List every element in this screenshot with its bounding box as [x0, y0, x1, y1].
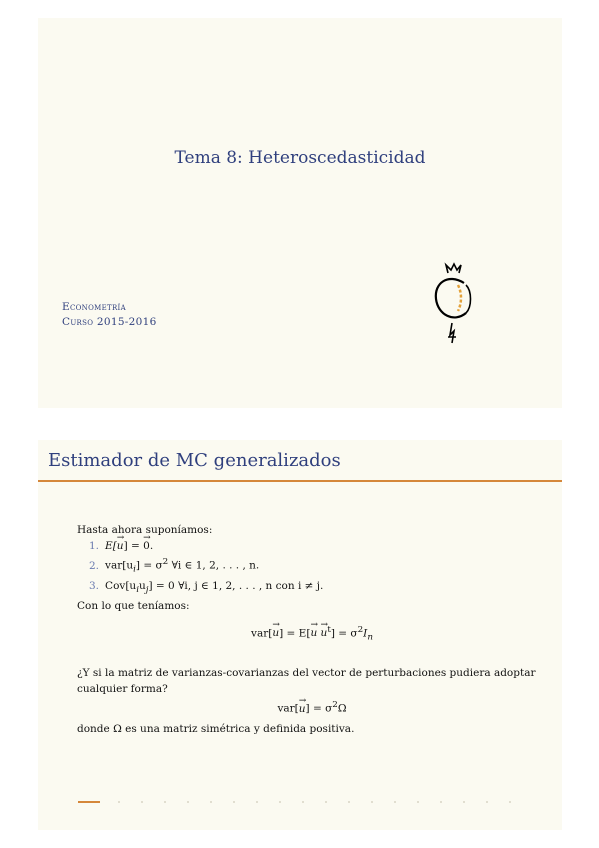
nav-dot[interactable]: [509, 801, 511, 803]
title-rule: [38, 480, 562, 482]
frame-title: Estimador de MC generalizados: [48, 450, 341, 471]
list-item: 3. $Cov[u_iu_j] = 0$ ∀i, j ∈ 1, 2, . . . , n con i ≠ j.: [89, 579, 324, 595]
nav-dot[interactable]: [256, 801, 258, 803]
nav-dot[interactable]: [164, 801, 166, 803]
nav-dot[interactable]: [210, 801, 212, 803]
university-logo: [428, 261, 478, 345]
nav-dot[interactable]: [348, 801, 350, 803]
conclusion-text: donde Ω es una matriz simétrica y definida positiva.: [77, 722, 355, 735]
formula-variance: $var[\to u] = E[\to u \to u^t] = \sigma^2I_n$: [77, 622, 547, 646]
assumption-list: [77, 538, 547, 598]
formula-omega: $var[\to u] = \sigma^2\Omega$: [77, 697, 547, 717]
list-item: 1. E[→ u] = → 0.: [77, 538, 547, 554]
content-slide: [38, 440, 562, 830]
slide-navigation[interactable]: [78, 799, 518, 805]
question-text: ¿Y si la matriz de varianzas-covarianzas del vector de perturbaciones pudiera adoptar cualquier forma?: [77, 667, 536, 696]
nav-dot[interactable]: [394, 801, 396, 803]
course-name: Econometría: [62, 301, 126, 313]
con-lo-que-text: Con lo que teníamos:: [77, 599, 190, 612]
nav-dot[interactable]: [440, 801, 442, 803]
nav-dot[interactable]: [141, 801, 143, 803]
list-item: 2. $var[u_i] = \sigma^2$ ∀i ∈ 1, 2, . . . , n.: [89, 557, 260, 575]
nav-dot[interactable]: [463, 801, 465, 803]
slide-title: Tema 8: Heteroscedasticidad: [174, 148, 426, 168]
nav-dot[interactable]: [325, 801, 327, 803]
intro-text: Hasta ahora suponíamos:: [77, 524, 213, 536]
nav-current-marker: [78, 801, 100, 803]
nav-dot[interactable]: [233, 801, 235, 803]
course-year: Curso 2015-2016: [62, 316, 157, 328]
slide-body: [77, 522, 547, 737]
nav-dot[interactable]: [371, 801, 373, 803]
nav-dot[interactable]: [417, 801, 419, 803]
nav-dot[interactable]: [486, 801, 488, 803]
title-slide: [38, 18, 562, 408]
nav-dot[interactable]: [118, 801, 120, 803]
nav-dot[interactable]: [302, 801, 304, 803]
nav-dot[interactable]: [279, 801, 281, 803]
nav-dot[interactable]: [187, 801, 189, 803]
